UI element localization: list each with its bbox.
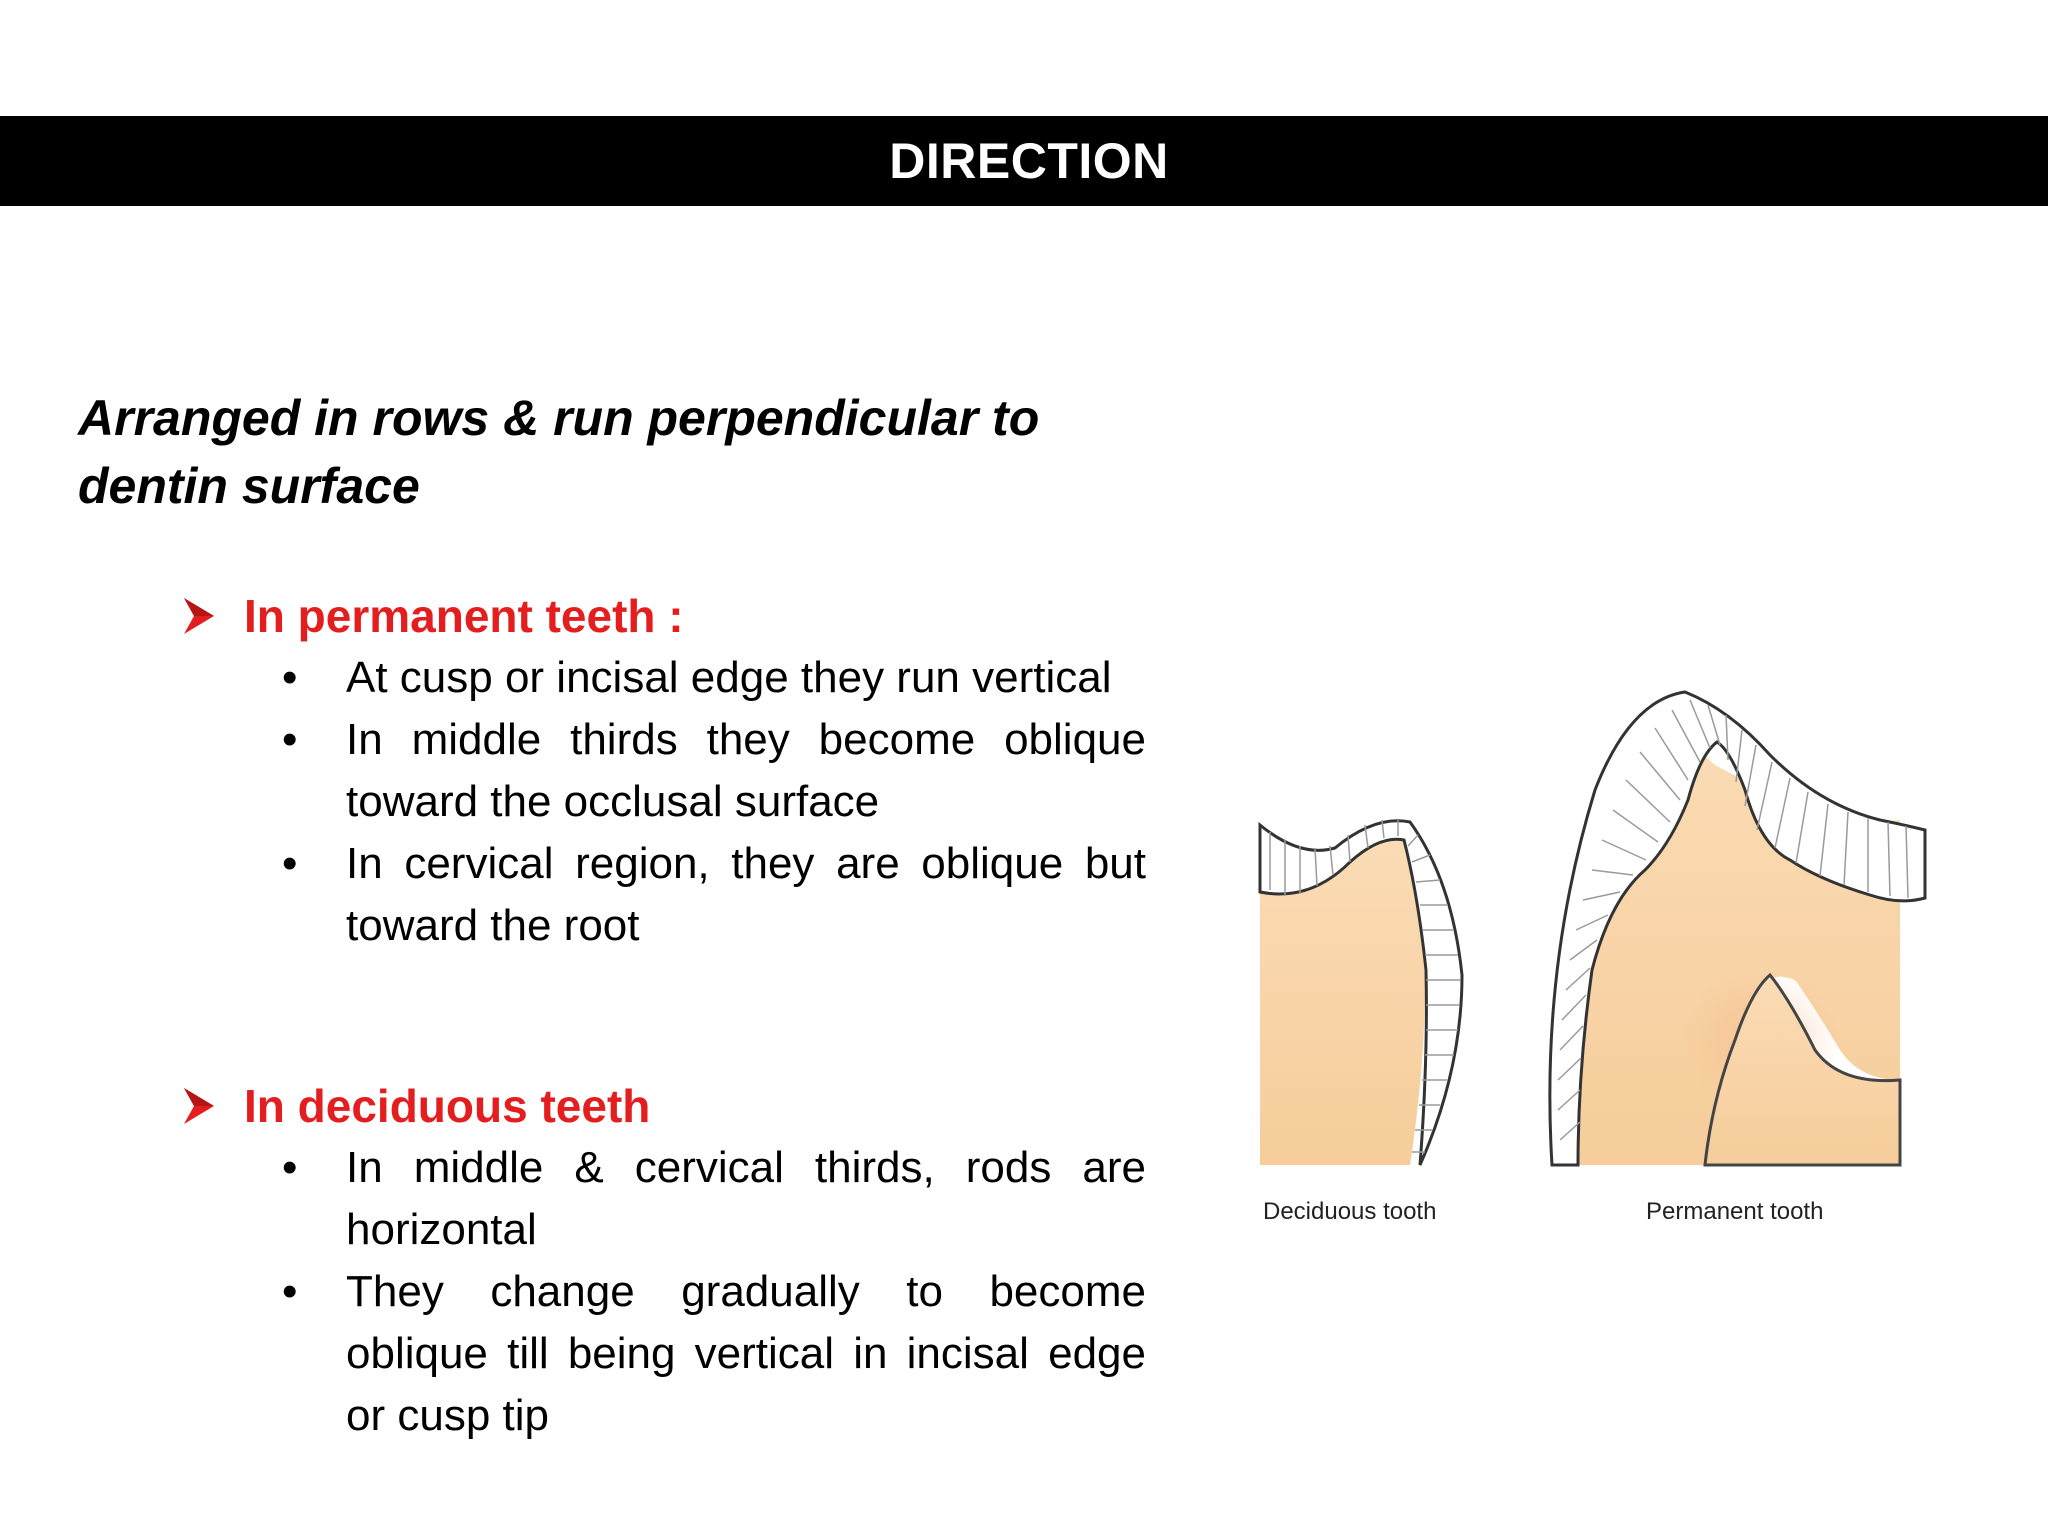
- bullet-item: [282, 647, 1146, 709]
- bullet-item: [282, 709, 1146, 833]
- section-permanent: [182, 585, 1152, 957]
- section-deciduous: [182, 1075, 1152, 1447]
- arrowhead-bullet-icon: [182, 1086, 216, 1126]
- caption-permanent: Permanent tooth: [1646, 1198, 1824, 1225]
- arrowhead-bullet-icon: [182, 596, 216, 636]
- deciduous-tooth: [1260, 820, 1462, 1165]
- bullet-dot-icon: •: [282, 715, 298, 764]
- title-bar: [0, 116, 2048, 206]
- caption-deciduous: Deciduous tooth: [1263, 1198, 1437, 1225]
- bullet-text: In middle thirds they become oblique toward the occlusal surface: [346, 715, 1146, 826]
- section-heading-row: [182, 1075, 1152, 1137]
- bullet-text: In cervical region, they are oblique but toward the root: [346, 839, 1146, 950]
- bullet-text: They change gradually to become oblique till being vertical in incisal edge or cusp tip: [346, 1267, 1146, 1440]
- bullet-dot-icon: •: [282, 1143, 298, 1192]
- bullet-dot-icon: •: [282, 1267, 298, 1316]
- tooth-illustration: [1200, 670, 1950, 1270]
- section-title-permanent: In permanent teeth :: [244, 590, 684, 642]
- section-title-deciduous: In deciduous teeth: [244, 1080, 651, 1132]
- bullet-list: [282, 647, 1146, 957]
- section-heading-row: [182, 585, 1152, 647]
- permanent-tooth: [1550, 692, 1925, 1165]
- bullet-dot-icon: •: [282, 839, 298, 888]
- bullet-item: [282, 1261, 1146, 1447]
- bullet-list: [282, 1137, 1146, 1447]
- tooth-diagram: [1200, 670, 1950, 1270]
- bullet-text: In middle & cervical thirds, rods are horizontal: [346, 1143, 1146, 1254]
- bullet-dot-icon: •: [282, 653, 298, 702]
- bullet-item: [282, 1137, 1146, 1261]
- intro-text: Arranged in rows & run perpendicular to dentin surface: [78, 390, 1040, 514]
- slide-title: DIRECTION: [889, 133, 1169, 189]
- bullet-item: [282, 833, 1146, 957]
- bullet-text: At cusp or incisal edge they run vertical: [346, 653, 1112, 702]
